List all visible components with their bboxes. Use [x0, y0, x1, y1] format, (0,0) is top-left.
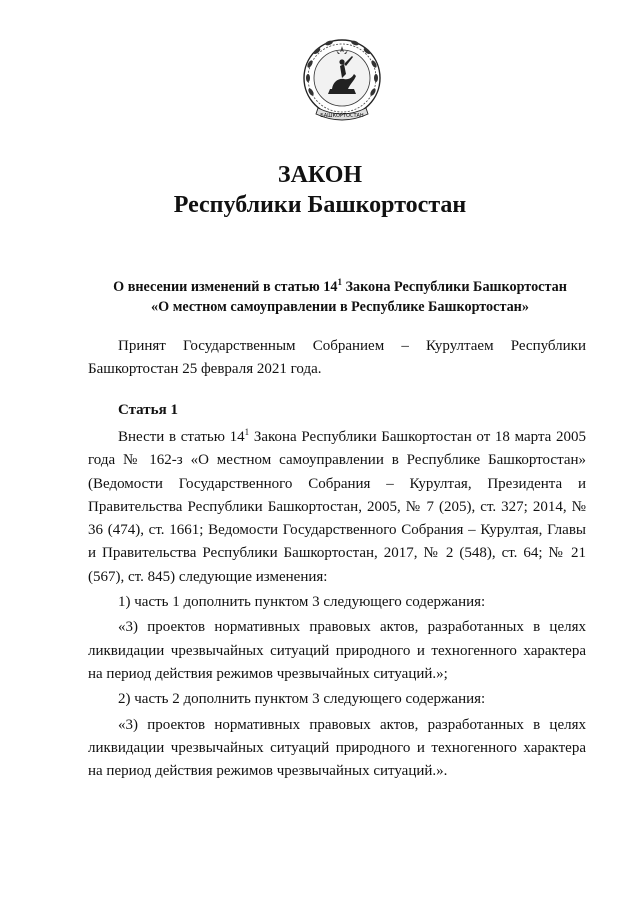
- law-subtitle: [60, 277, 620, 317]
- intro-part2: Закона Республики Башкортостан от 18 марта 2005 года № 162-з «О местном самоуправлении в Республике Башкортостан» (Ведомости Государственного Собрания – Курултая, Президента и Правительства Республики Башкортостан, 2005, № 7 (205), ст. 327; 2014, № 36 (474), ст. 1661; Ведомости Государственного Собрания – Курултая, Главы и Правительства Республики Башкортостан, 2017, № 2 (548), ст. 64; № 21 (567), ст. 845) следующие изменения:: [88, 429, 587, 585]
- article-1-item-2-quote: «3) проектов нормативных правовых актов, разработанных в целях ликвидации чрезвычайных ситуаций природного и техногенного характера на период действия режимов чрезвычайных ситуаций.».: [88, 716, 586, 780]
- coat-of-arms-bashkortostan-icon: [300, 34, 384, 130]
- article-1-intro: [88, 426, 586, 589]
- emblem-ribbon-text: БАШКОРТОСТАН: [320, 113, 364, 119]
- article-1-item-1-quote: «3) проектов нормативных правовых актов, разработанных в целях ликвидации чрезвычайных ситуаций природного и техногенного характера на период действия режимов чрезвычайных ситуаций.»;: [88, 619, 586, 682]
- subtitle-part1: О внесении изменений в статью 14: [113, 279, 338, 295]
- article-1-heading: Статья 1: [118, 402, 178, 418]
- article-1-item-2: 2) часть 2 дополнить пунктом 3 следующего содержания:: [118, 691, 486, 708]
- law-title-line1: ЗАКОН: [277, 162, 363, 188]
- law-title-line2: Республики Башкортостан: [173, 192, 467, 218]
- subtitle-line2: «О местном самоуправлении в Республике Башкортостан»: [151, 299, 529, 315]
- article-1-body: [88, 426, 586, 783]
- law-title: [0, 160, 640, 220]
- intro-superscript: 1: [244, 427, 250, 437]
- subtitle-superscript: 1: [337, 277, 342, 287]
- subtitle-part2: Закона Республики Башкортостан: [341, 279, 567, 295]
- article-1-item-1: 1) часть 1 дополнить пунктом 3 следующего содержания:: [118, 594, 486, 611]
- adoption-statement: Принят Государственным Собранием – Курултаем Республики Башкортостан 25 февраля 2021 года.: [88, 338, 586, 377]
- intro-part1: Внести в статью 14: [118, 429, 245, 445]
